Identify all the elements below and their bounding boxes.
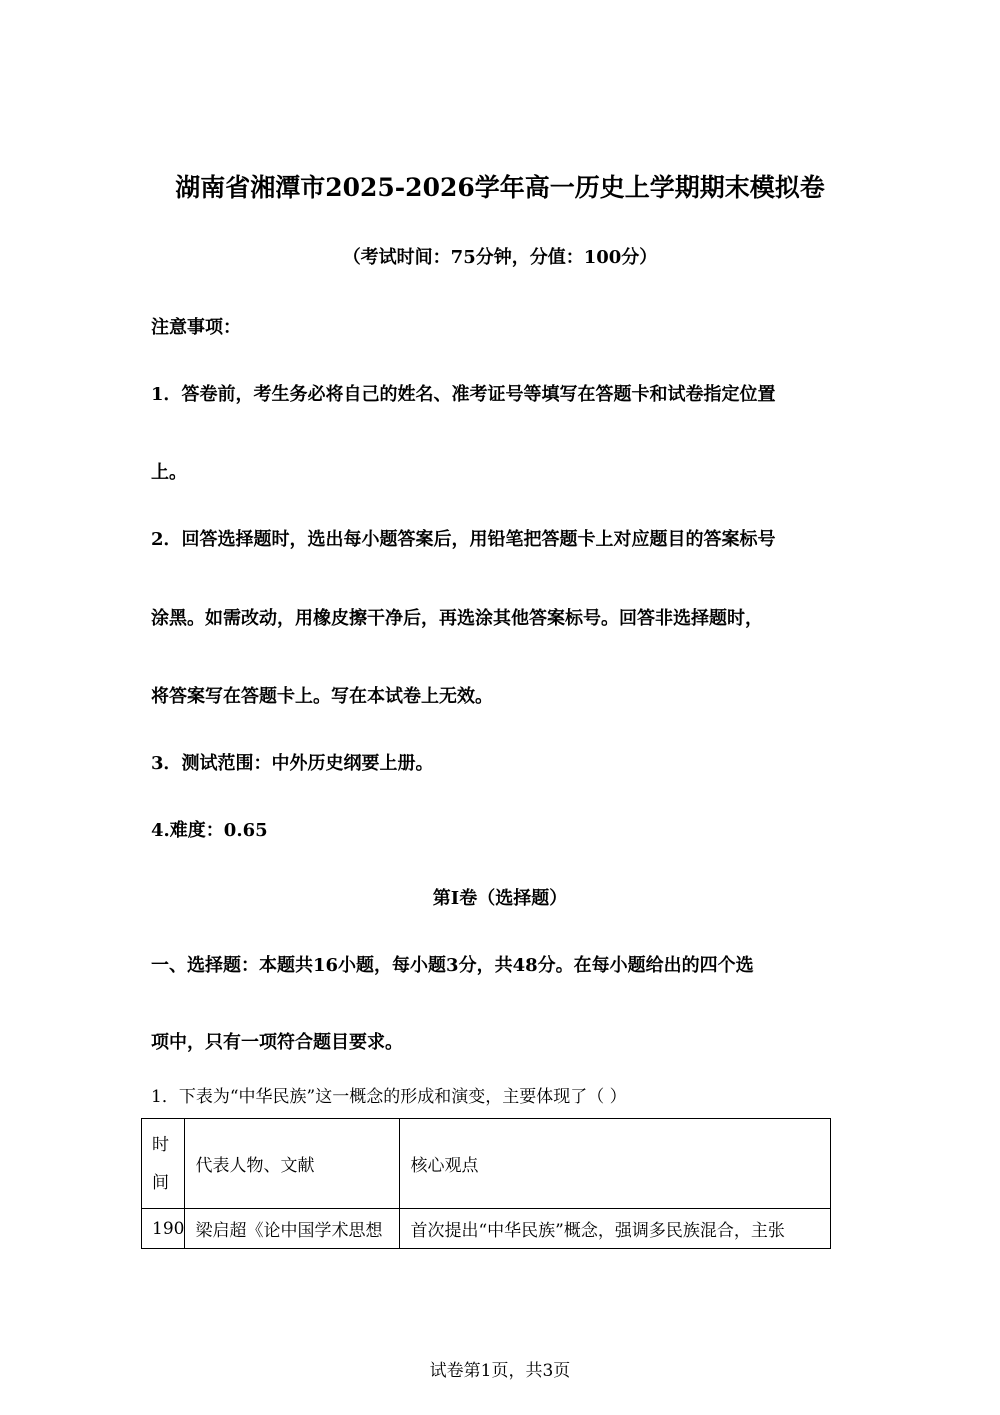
note-line: 3．测试范围：中外历史纲要上册。 — [151, 753, 434, 774]
note-line: 1．答卷前，考生务必将自己的姓名、准考证号等填写在答题卡和试卷指定位置 — [151, 384, 776, 405]
table-header-cell — [142, 1119, 185, 1209]
table-header-cell — [400, 1119, 831, 1209]
header-figure: 代表人物、文献 — [195, 1156, 315, 1176]
section-instruction: 项中，只有一项符合题目要求。 — [151, 1032, 403, 1053]
table-cell — [185, 1209, 400, 1249]
note-line: 2．回答选择题时，选出每小题答案后，用铅笔把答题卡上对应题目的答案标号 — [151, 529, 776, 550]
note-line: 上。 — [151, 462, 187, 483]
table-row — [142, 1209, 831, 1249]
cell-figure: 梁启超《论中国学术思想 — [195, 1221, 383, 1241]
note-line: 将答案写在答题卡上。写在本试卷上无效。 — [151, 686, 493, 707]
header-viewpoint: 核心观点 — [410, 1156, 479, 1176]
table-header-cell — [185, 1119, 400, 1209]
question-1-stem: 1．下表为“中华民族”这一概念的形成和演变，主要体现了（ ） — [151, 1087, 627, 1107]
notes-heading: 注意事项： — [151, 317, 241, 338]
exam-duration-score: （考试时间：75分钟，分值：100分） — [342, 247, 658, 268]
volume-title: 第Ⅰ卷（选择题） — [432, 888, 568, 909]
table-cell — [142, 1209, 185, 1249]
page-footer: 试卷第1页，共3页 — [429, 1361, 571, 1381]
cell-viewpoint: 首次提出“中华民族”概念，强调多民族混合，主张 — [410, 1221, 785, 1241]
exam-title: 湖南省湘潭市2025-2026学年高一历史上学期期末模拟卷 — [175, 173, 825, 202]
cell-time: 190 — [152, 1218, 185, 1239]
question-1-table — [141, 1118, 831, 1249]
table-cell — [400, 1209, 831, 1249]
note-line: 4.难度：0.65 — [151, 820, 268, 841]
table-header-row — [142, 1119, 831, 1209]
header-time: 时间 — [152, 1134, 169, 1193]
note-line: 涂黑。如需改动，用橡皮擦干净后，再选涂其他答案标号。回答非选择题时， — [151, 608, 763, 629]
section-instruction: 一、选择题：本题共16小题，每小题3分，共48分。在每小题给出的四个选 — [151, 955, 754, 976]
